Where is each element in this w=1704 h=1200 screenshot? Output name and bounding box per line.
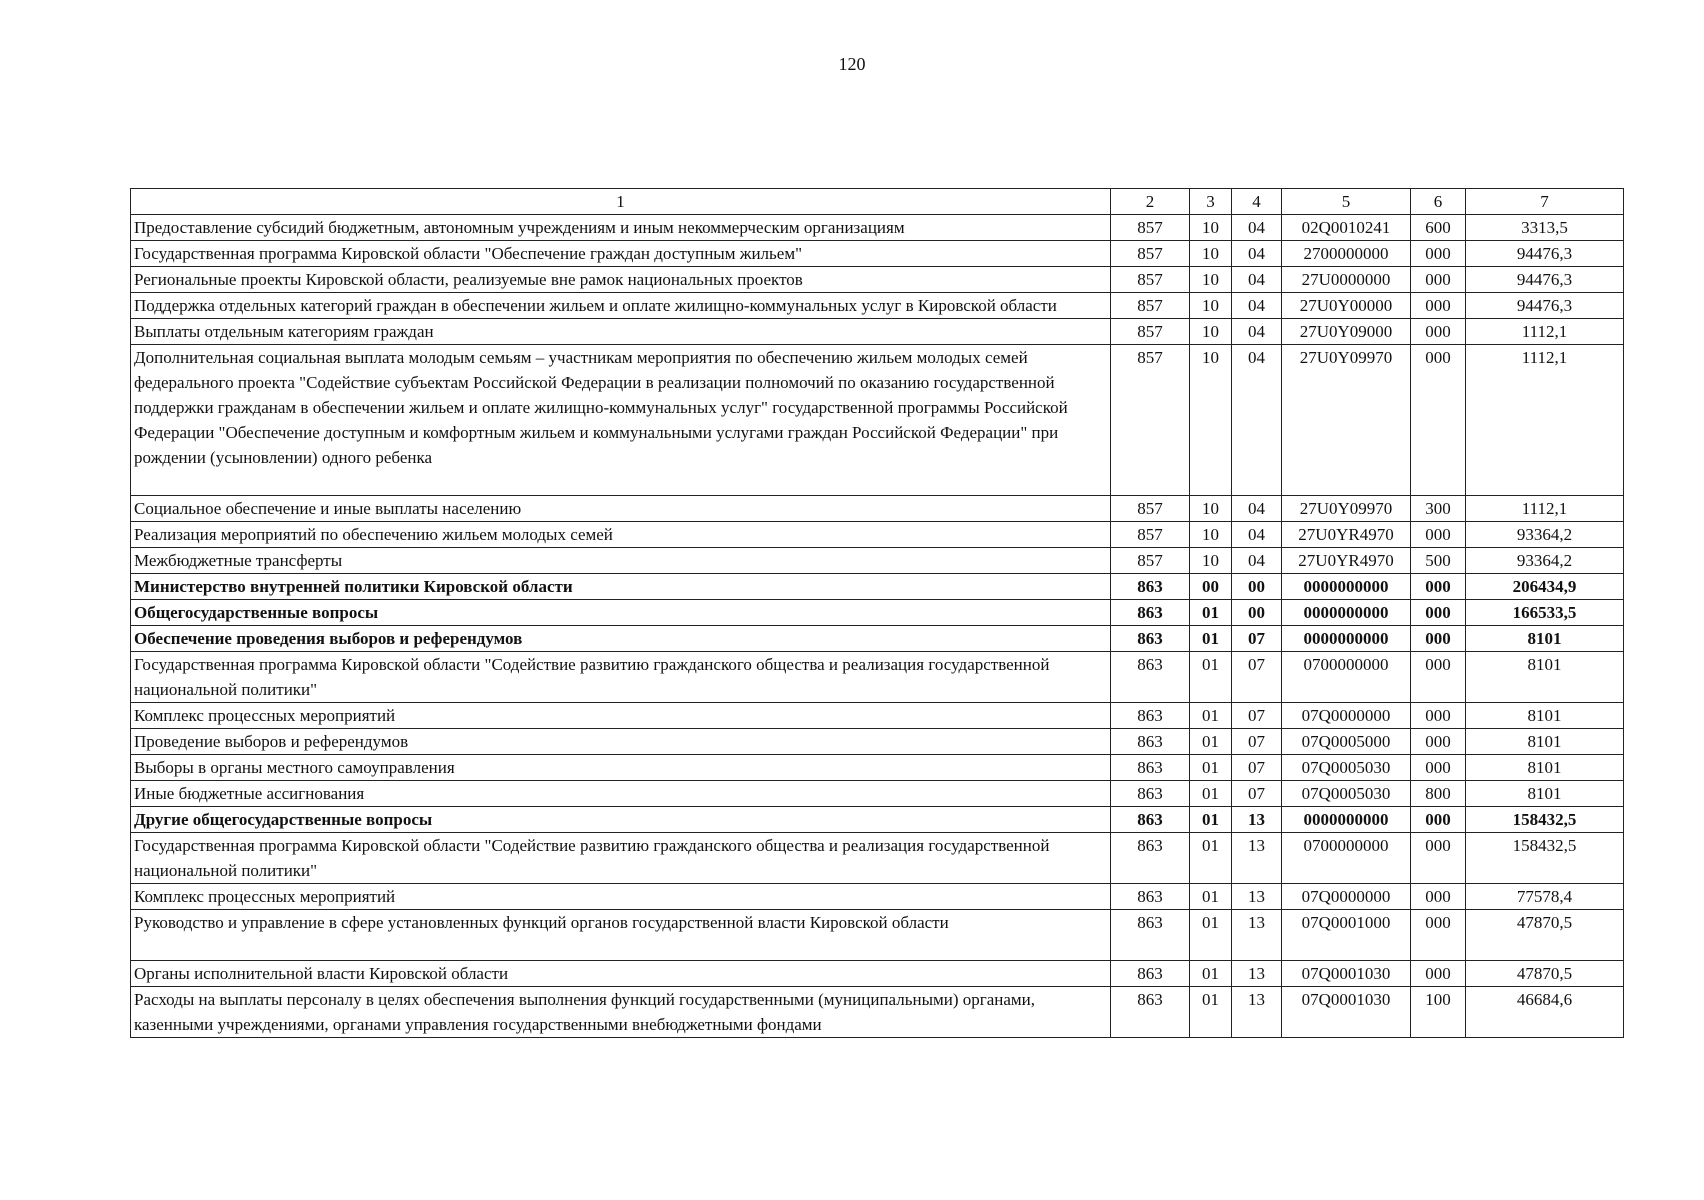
- expense-type-cell: 600: [1411, 215, 1466, 241]
- expense-type-cell: 000: [1411, 703, 1466, 729]
- expense-type-cell: 300: [1411, 496, 1466, 522]
- admin-code-cell: 863: [1111, 729, 1190, 755]
- admin-code-cell: 863: [1111, 884, 1190, 910]
- table-row: [131, 345, 1624, 496]
- amount-cell: 8101: [1466, 781, 1624, 807]
- row-name-cell: Руководство и управление в сфере установленных функций органов государственной власти Кировской области: [131, 910, 1111, 961]
- table-row: [131, 781, 1624, 807]
- subsection-code-cell: 07: [1232, 781, 1282, 807]
- admin-code-cell: 863: [1111, 652, 1190, 703]
- target-article-cell: 07Q0000000: [1282, 703, 1411, 729]
- row-name-cell: Министерство внутренней политики Кировской области: [131, 574, 1111, 600]
- admin-code-cell: 863: [1111, 910, 1190, 961]
- subsection-code-cell: 13: [1232, 833, 1282, 884]
- target-article-cell: 07Q0001030: [1282, 987, 1411, 1038]
- row-name-cell: Реализация мероприятий по обеспечению жильем молодых семей: [131, 522, 1111, 548]
- table-row: [131, 807, 1624, 833]
- amount-cell: 46684,6: [1466, 987, 1624, 1038]
- table-body: [131, 215, 1624, 1038]
- expense-type-cell: 000: [1411, 807, 1466, 833]
- column-header: 7: [1466, 189, 1624, 215]
- subsection-code-cell: 13: [1232, 807, 1282, 833]
- subsection-code-cell: 04: [1232, 522, 1282, 548]
- target-article-cell: 27U0Y00000: [1282, 293, 1411, 319]
- table-row: [131, 215, 1624, 241]
- admin-code-cell: 863: [1111, 961, 1190, 987]
- target-article-cell: 2700000000: [1282, 241, 1411, 267]
- expense-type-cell: 000: [1411, 522, 1466, 548]
- row-name-cell: Государственная программа Кировской области "Содействие развитию гражданского общества и реализация государственной национальной политики": [131, 833, 1111, 884]
- amount-cell: 1112,1: [1466, 319, 1624, 345]
- amount-cell: 94476,3: [1466, 293, 1624, 319]
- column-header: 5: [1282, 189, 1411, 215]
- expense-type-cell: 500: [1411, 548, 1466, 574]
- expense-type-cell: 000: [1411, 293, 1466, 319]
- subsection-code-cell: 04: [1232, 496, 1282, 522]
- row-name-cell: Социальное обеспечение и иные выплаты населению: [131, 496, 1111, 522]
- table-row: [131, 522, 1624, 548]
- admin-code-cell: 857: [1111, 548, 1190, 574]
- row-name-cell: Комплекс процессных мероприятий: [131, 884, 1111, 910]
- column-header: 3: [1190, 189, 1232, 215]
- admin-code-cell: 857: [1111, 293, 1190, 319]
- admin-code-cell: 863: [1111, 703, 1190, 729]
- subsection-code-cell: 04: [1232, 345, 1282, 496]
- section-code-cell: 01: [1190, 729, 1232, 755]
- admin-code-cell: 857: [1111, 496, 1190, 522]
- subsection-code-cell: 04: [1232, 241, 1282, 267]
- expense-type-cell: 000: [1411, 961, 1466, 987]
- expense-type-cell: 000: [1411, 833, 1466, 884]
- admin-code-cell: 857: [1111, 345, 1190, 496]
- expense-type-cell: 000: [1411, 626, 1466, 652]
- target-article-cell: 0000000000: [1282, 626, 1411, 652]
- amount-cell: 8101: [1466, 755, 1624, 781]
- target-article-cell: 07Q0005030: [1282, 755, 1411, 781]
- row-name-cell: Другие общегосударственные вопросы: [131, 807, 1111, 833]
- expense-type-cell: 000: [1411, 319, 1466, 345]
- table-row: [131, 267, 1624, 293]
- section-code-cell: 01: [1190, 703, 1232, 729]
- target-article-cell: 0000000000: [1282, 600, 1411, 626]
- subsection-code-cell: 13: [1232, 910, 1282, 961]
- row-name-cell: Комплекс процессных мероприятий: [131, 703, 1111, 729]
- row-name-cell: Общегосударственные вопросы: [131, 600, 1111, 626]
- section-code-cell: 00: [1190, 574, 1232, 600]
- target-article-cell: 27U0Y09970: [1282, 496, 1411, 522]
- table-row: [131, 729, 1624, 755]
- row-name-cell: Межбюджетные трансферты: [131, 548, 1111, 574]
- expense-type-cell: 000: [1411, 729, 1466, 755]
- row-name-cell: Дополнительная социальная выплата молодым семьям – участникам мероприятия по обеспечению жильем молодых семей федерального проекта "Содействие субъектам Российской Федерации в реализации полномочий по оказанию государственной поддержки гражданам в обеспечении жильем и оплате жилищно-коммунальных услуг" государственной программы Российской Федерации "Обеспечение доступным и комфортным жильем и коммунальными услугами граждан Российской Федерации" при рождении (усыновлении) одного ребенка: [131, 345, 1111, 496]
- expense-type-cell: 000: [1411, 755, 1466, 781]
- amount-cell: 93364,2: [1466, 522, 1624, 548]
- section-code-cell: 01: [1190, 884, 1232, 910]
- section-code-cell: 01: [1190, 755, 1232, 781]
- section-code-cell: 10: [1190, 496, 1232, 522]
- table-header-row: [131, 189, 1624, 215]
- subsection-code-cell: 00: [1232, 574, 1282, 600]
- target-article-cell: 07Q0001000: [1282, 910, 1411, 961]
- subsection-code-cell: 00: [1232, 600, 1282, 626]
- admin-code-cell: 857: [1111, 215, 1190, 241]
- section-code-cell: 10: [1190, 215, 1232, 241]
- section-code-cell: 10: [1190, 522, 1232, 548]
- table-row: [131, 319, 1624, 345]
- row-name-cell: Выплаты отдельным категориям граждан: [131, 319, 1111, 345]
- expense-type-cell: 000: [1411, 241, 1466, 267]
- amount-cell: 8101: [1466, 626, 1624, 652]
- row-name-cell: Предоставление субсидий бюджетным, автономным учреждениям и иным некоммерческим организациям: [131, 215, 1111, 241]
- amount-cell: 158432,5: [1466, 807, 1624, 833]
- row-name-cell: Органы исполнительной власти Кировской области: [131, 961, 1111, 987]
- section-code-cell: 10: [1190, 267, 1232, 293]
- target-article-cell: 07Q0000000: [1282, 884, 1411, 910]
- admin-code-cell: 857: [1111, 319, 1190, 345]
- amount-cell: 1112,1: [1466, 496, 1624, 522]
- target-article-cell: 07Q0005030: [1282, 781, 1411, 807]
- expense-type-cell: 000: [1411, 345, 1466, 496]
- section-code-cell: 01: [1190, 833, 1232, 884]
- subsection-code-cell: 04: [1232, 293, 1282, 319]
- target-article-cell: 07Q0005000: [1282, 729, 1411, 755]
- table-row: [131, 884, 1624, 910]
- target-article-cell: 0700000000: [1282, 652, 1411, 703]
- row-name-cell: Расходы на выплаты персоналу в целях обеспечения выполнения функций государственными (муниципальными) органами, казенными учреждениями, органами управления государственными внебюджетными фондами: [131, 987, 1111, 1038]
- admin-code-cell: 863: [1111, 755, 1190, 781]
- expense-type-cell: 000: [1411, 884, 1466, 910]
- table-row: [131, 548, 1624, 574]
- table-row: [131, 574, 1624, 600]
- column-header: 4: [1232, 189, 1282, 215]
- admin-code-cell: 863: [1111, 833, 1190, 884]
- row-name-cell: Обеспечение проведения выборов и референдумов: [131, 626, 1111, 652]
- target-article-cell: 27U0YR4970: [1282, 522, 1411, 548]
- admin-code-cell: 863: [1111, 600, 1190, 626]
- target-article-cell: 02Q0010241: [1282, 215, 1411, 241]
- expense-type-cell: 100: [1411, 987, 1466, 1038]
- table-row: [131, 600, 1624, 626]
- section-code-cell: 01: [1190, 626, 1232, 652]
- admin-code-cell: 863: [1111, 574, 1190, 600]
- admin-code-cell: 857: [1111, 241, 1190, 267]
- amount-cell: 8101: [1466, 652, 1624, 703]
- table-row: [131, 241, 1624, 267]
- admin-code-cell: 857: [1111, 267, 1190, 293]
- target-article-cell: 27U0Y09970: [1282, 345, 1411, 496]
- target-article-cell: 0000000000: [1282, 574, 1411, 600]
- expense-type-cell: 000: [1411, 600, 1466, 626]
- expense-type-cell: 800: [1411, 781, 1466, 807]
- amount-cell: 206434,9: [1466, 574, 1624, 600]
- admin-code-cell: 863: [1111, 987, 1190, 1038]
- admin-code-cell: 863: [1111, 626, 1190, 652]
- section-code-cell: 10: [1190, 548, 1232, 574]
- subsection-code-cell: 07: [1232, 626, 1282, 652]
- amount-cell: 94476,3: [1466, 267, 1624, 293]
- section-code-cell: 01: [1190, 987, 1232, 1038]
- column-header: 2: [1111, 189, 1190, 215]
- section-code-cell: 01: [1190, 781, 1232, 807]
- table-row: [131, 755, 1624, 781]
- expense-type-cell: 000: [1411, 267, 1466, 293]
- page-number: 120: [838, 54, 866, 74]
- section-code-cell: 10: [1190, 345, 1232, 496]
- section-code-cell: 10: [1190, 241, 1232, 267]
- subsection-code-cell: 04: [1232, 215, 1282, 241]
- admin-code-cell: 863: [1111, 781, 1190, 807]
- amount-cell: 166533,5: [1466, 600, 1624, 626]
- subsection-code-cell: 07: [1232, 755, 1282, 781]
- section-code-cell: 10: [1190, 293, 1232, 319]
- amount-cell: 3313,5: [1466, 215, 1624, 241]
- subsection-code-cell: 04: [1232, 267, 1282, 293]
- table-row: [131, 833, 1624, 884]
- amount-cell: 77578,4: [1466, 884, 1624, 910]
- expense-type-cell: 000: [1411, 652, 1466, 703]
- amount-cell: 47870,5: [1466, 961, 1624, 987]
- column-header: 1: [131, 189, 1111, 215]
- table-row: [131, 626, 1624, 652]
- row-name-cell: Государственная программа Кировской области "Содействие развитию гражданского общества и реализация государственной национальной политики": [131, 652, 1111, 703]
- table-row: [131, 496, 1624, 522]
- row-name-cell: Поддержка отдельных категорий граждан в обеспечении жильем и оплате жилищно-коммунальных услуг в Кировской области: [131, 293, 1111, 319]
- target-article-cell: 27U0000000: [1282, 267, 1411, 293]
- amount-cell: 8101: [1466, 729, 1624, 755]
- row-name-cell: Региональные проекты Кировской области, реализуемые вне рамок национальных проектов: [131, 267, 1111, 293]
- admin-code-cell: 863: [1111, 807, 1190, 833]
- target-article-cell: 27U0YR4970: [1282, 548, 1411, 574]
- column-header: 6: [1411, 189, 1466, 215]
- row-name-cell: Проведение выборов и референдумов: [131, 729, 1111, 755]
- section-code-cell: 01: [1190, 652, 1232, 703]
- section-code-cell: 01: [1190, 600, 1232, 626]
- section-code-cell: 10: [1190, 319, 1232, 345]
- table-row: [131, 293, 1624, 319]
- table-row: [131, 910, 1624, 961]
- row-name-cell: Иные бюджетные ассигнования: [131, 781, 1111, 807]
- target-article-cell: 0700000000: [1282, 833, 1411, 884]
- table-row: [131, 652, 1624, 703]
- subsection-code-cell: 07: [1232, 729, 1282, 755]
- table-row: [131, 987, 1624, 1038]
- amount-cell: 8101: [1466, 703, 1624, 729]
- section-code-cell: 01: [1190, 961, 1232, 987]
- table-row: [131, 961, 1624, 987]
- subsection-code-cell: 13: [1232, 987, 1282, 1038]
- expense-type-cell: 000: [1411, 574, 1466, 600]
- amount-cell: 158432,5: [1466, 833, 1624, 884]
- amount-cell: 47870,5: [1466, 910, 1624, 961]
- admin-code-cell: 857: [1111, 522, 1190, 548]
- budget-table: [130, 188, 1624, 1038]
- amount-cell: 94476,3: [1466, 241, 1624, 267]
- expense-type-cell: 000: [1411, 910, 1466, 961]
- subsection-code-cell: 04: [1232, 319, 1282, 345]
- amount-cell: 93364,2: [1466, 548, 1624, 574]
- amount-cell: 1112,1: [1466, 345, 1624, 496]
- target-article-cell: 27U0Y09000: [1282, 319, 1411, 345]
- table-row: [131, 703, 1624, 729]
- target-article-cell: 07Q0001030: [1282, 961, 1411, 987]
- section-code-cell: 01: [1190, 910, 1232, 961]
- subsection-code-cell: 04: [1232, 548, 1282, 574]
- subsection-code-cell: 13: [1232, 884, 1282, 910]
- subsection-code-cell: 07: [1232, 652, 1282, 703]
- target-article-cell: 0000000000: [1282, 807, 1411, 833]
- row-name-cell: Выборы в органы местного самоуправления: [131, 755, 1111, 781]
- section-code-cell: 01: [1190, 807, 1232, 833]
- subsection-code-cell: 07: [1232, 703, 1282, 729]
- row-name-cell: Государственная программа Кировской области "Обеспечение граждан доступным жильем": [131, 241, 1111, 267]
- subsection-code-cell: 13: [1232, 961, 1282, 987]
